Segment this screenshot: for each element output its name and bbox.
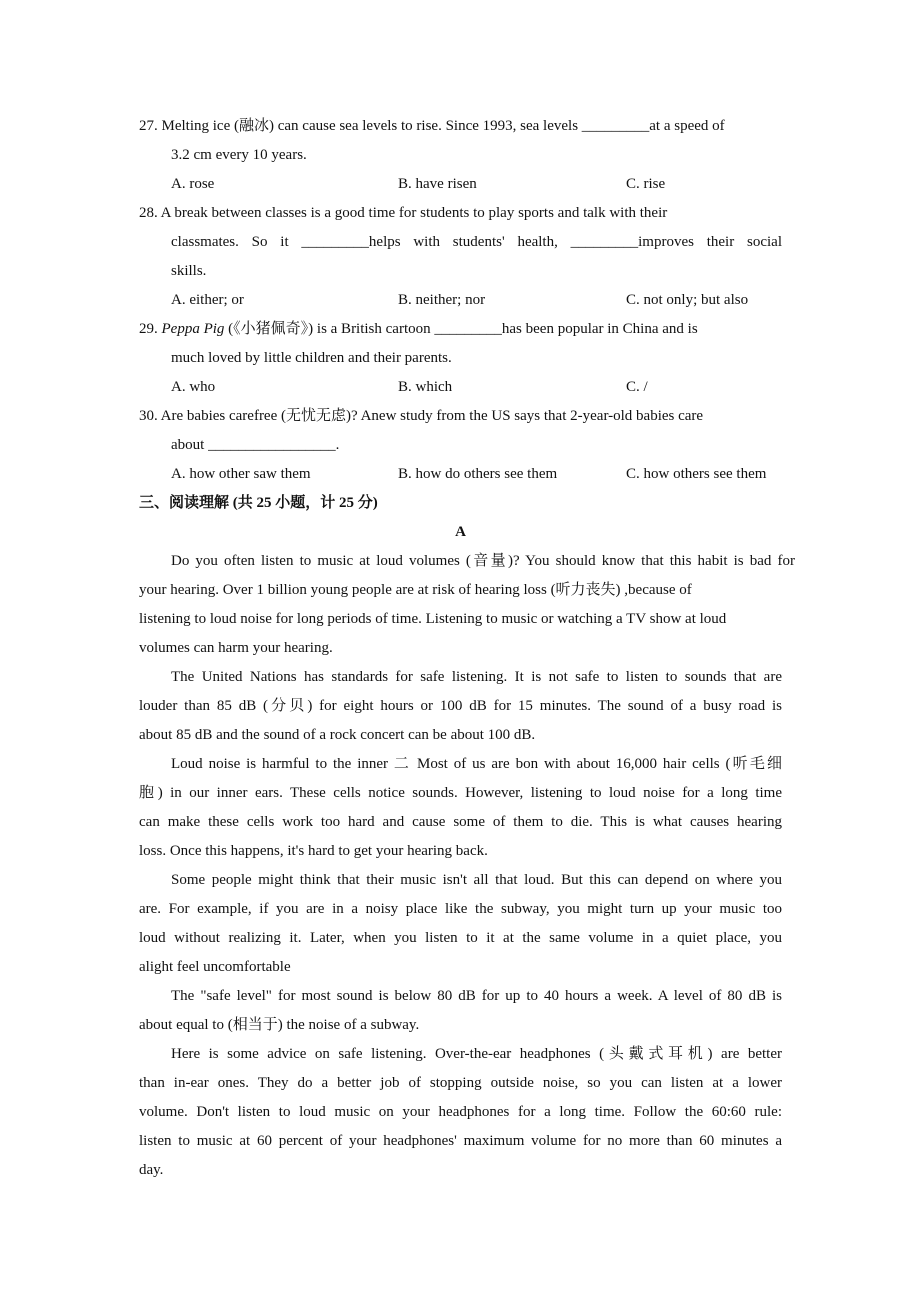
q29-line-2: much loved by little children and their parents.: [171, 350, 452, 366]
passage-line: Do you often listen to music at loud volumes (音量)? You should know that this habit is bad for: [171, 553, 795, 569]
passage-label: A: [455, 524, 466, 540]
passage-line: Some people might think that their music isn't all that loud. But this can depend on where you: [171, 872, 782, 888]
q29-option-c: C. /: [626, 379, 648, 395]
passage-line: listening to loud noise for long periods of time. Listening to music or watching a TV show at loud: [139, 611, 727, 627]
q28-line-1: 28. A break between classes is a good time for students to play sports and talk with their: [139, 205, 668, 221]
passage-line: Here is some advice on safe listening. Over-the-ear headphones (头戴式耳机) are better: [171, 1046, 782, 1062]
q30-option-b: B. how do others see them: [398, 466, 558, 482]
passage-line: listen to music at 60 percent of your headphones' maximum volume for no more than 60 minutes a: [139, 1133, 782, 1149]
passage-line: your hearing. Over 1 billion young people are at risk of hearing loss (听力丧失) ,because of: [139, 582, 692, 598]
passage-line: 胞) in our inner ears. These cells notice sounds. However, listening to loud noise for a long time: [139, 785, 782, 801]
passage-line: can make these cells work too hard and cause some of them to die. This is what causes hearing: [139, 814, 782, 830]
passage-line: loss. Once this happens, it's hard to get your hearing back.: [139, 843, 488, 859]
q30-option-a: A. how other saw them: [171, 466, 311, 482]
q27-line-2: 3.2 cm every 10 years.: [171, 147, 307, 163]
q29-number: 29.: [139, 321, 158, 337]
q27-line-1: 27. Melting ice (融冰) can cause sea levels to rise. Since 1993, sea levels _________at a speed of: [139, 118, 725, 134]
q29-title: Peppa Pig: [161, 321, 225, 337]
passage-line: alight feel uncomfortable: [139, 959, 291, 975]
passage-line: loud without realizing it. Later, when you listen to it at the same volume in a quiet place, you: [139, 930, 782, 946]
passage-line: Loud noise is harmful to the inner 二 Most of us are bon with about 16,000 hair cells (听毛细: [171, 756, 782, 772]
passage-line: are. For example, if you are in a noisy place like the subway, you might turn up your music too: [139, 901, 782, 917]
q30-line-2: about _________________.: [171, 437, 340, 453]
passage-line: The "safe level" for most sound is below 80 dB for up to 40 hours a week. A level of 80 dB is: [171, 988, 782, 1004]
passage-line: about 85 dB and the sound of a rock concert can be about 100 dB.: [139, 727, 536, 743]
q28-option-c: C. not only; but also: [626, 292, 749, 308]
passage-line: volume. Don't listen to loud music on your headphones for a long time. Follow the 60:60 rule:: [139, 1104, 782, 1120]
q30-line-1: 30. Are babies carefree (无忧无虑)? Anew study from the US says that 2-year-old babies care: [139, 408, 704, 424]
q27-option-b: B. have risen: [398, 176, 477, 192]
passage-line: The United Nations has standards for safe listening. It is not safe to listen to sounds that are: [171, 669, 782, 685]
passage-line: day.: [139, 1162, 164, 1178]
q30-option-c: C. how others see them: [626, 466, 767, 482]
q29-line-1: [139, 319, 782, 339]
q28-line-3: skills.: [171, 263, 207, 279]
passage-line: louder than 85 dB (分贝) for eight hours or 100 dB for 15 minutes. The sound of a busy road is: [139, 698, 782, 714]
passage-line: volumes can harm your hearing.: [139, 640, 333, 656]
q27-option-c: C. rise: [626, 176, 666, 192]
q28-option-a: A. either; or: [171, 292, 244, 308]
passage-line: than in-ear ones. They do a better job of stopping outside noise, so you can listen at a lower: [139, 1075, 782, 1091]
q29-line-1-rest: (《小猪佩奇》) is a British cartoon _________has been popular in China and is: [224, 321, 698, 337]
q29-option-a: A. who: [171, 379, 216, 395]
q28-option-b: B. neither; nor: [398, 292, 486, 308]
passage-line: about equal to (相当于) the noise of a subway.: [139, 1017, 420, 1033]
q28-line-2: classmates. So it _________helps with students' health, _________improves their social: [171, 234, 782, 250]
q27-option-a: A. rose: [171, 176, 215, 192]
section-heading: 三、阅读理解 (共 25 小题，计 25 分): [139, 495, 378, 511]
q29-option-b: B. which: [398, 379, 453, 395]
